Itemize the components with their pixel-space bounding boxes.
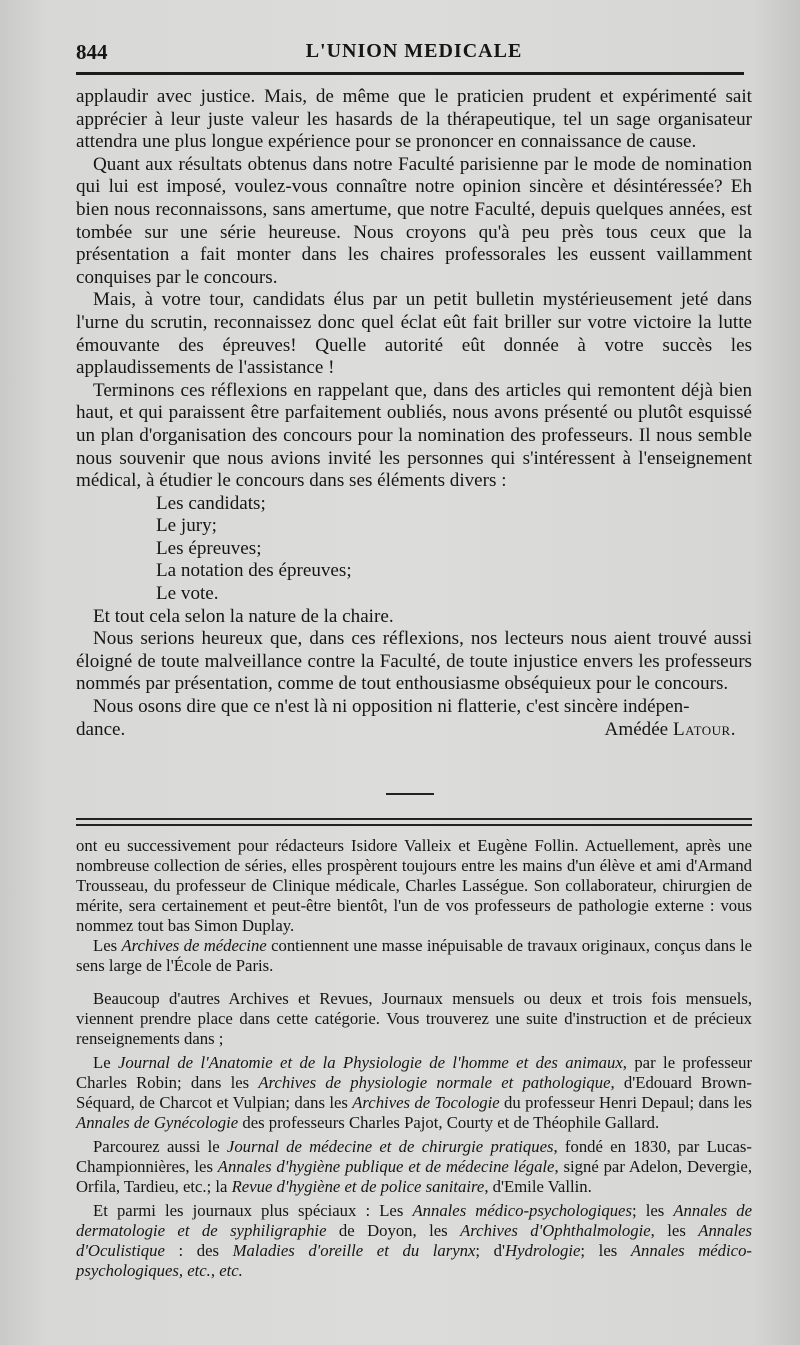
page-header [76,40,752,70]
feuilleton-separator [76,818,752,826]
page-number: 844 [76,40,108,64]
list-item: La notation des épreuves; [156,560,352,582]
article-paragraph: Nous serions heureux que, dans ces réflexions, nos lecteurs nous aient trouvé aussi éloigné de toute malveillance contre la Faculté, de toute injustice envers les professeurs nommés par présentation, comme de tout enthousiasme obséquieux pour le concours. [76,628,752,695]
article-paragraph: Et tout cela selon la nature de la chaire. [93,605,394,627]
feuilleton-paragraph: Beaucoup d'autres Archives et Revues, Journaux mensuels ou deux et trois fois mensuels, viennent prendre place dans cette catégorie. Vous trouverez une suite d'instruction et de précieux renseignements dans ; [76,989,752,1048]
concours-elements-list [76,493,752,606]
paragraph-ending: dance. [76,718,126,740]
article-paragraph: Mais, à votre tour, candidats élus par un petit bulletin mystérieusement jeté dans l'urne du scrutin, reconnaissez donc quel éclat eût fait briller sur votre victoire la lutte émouvante des épreuves! Quelle autorité eût donnée à votre succès les applaudissements de l'assistance ! [76,289,752,379]
author-last-name: Latour. [672,718,736,740]
feuilleton-paragraph: Le Journal de l'Anatomie et de la Physiologie de l'homme et des animaux, par le professeur Charles Robin; dans les Archives de physiologie normale et pathologique, d'Edouard Brown-Séquard, de Charcot et Vulpian; dans les Archives de Tocologie du professeur Henri Depaul; dans les Annales de Gynécologie des professeurs Charles Pajot, Courty et de Théophile Gallard. [76,1053,753,1132]
list-item: Le vote. [156,583,219,605]
main-article [76,86,752,741]
article-paragraph: applaudir avec justice. Mais, de même que le praticien prudent et expérimenté sait apprécier à leur juste valeur les hasards de la thérapeutique, tel un sage organisateur attendra une plus longue expérience pour se prononcer en connaissance de cause. [76,86,752,153]
article-paragraph: Terminons ces réflexions en rappelant que, dans des articles qui remontent déjà bien haut, et qui paraissent être parfaitement oubliés, nous avons présenté ou plutôt esquissé un plan d'organisation des concours pour la nomination des professeurs. Il nous semble nous souvenir que nous avions invité les personnes qui s'intéressent à l'enseignement médical, à étudier le concours dans ses éléments divers : [76,379,752,492]
list-item: Les candidats; [156,492,266,514]
list-item: Les épreuves; [156,537,262,559]
article-paragraph: Quant aux résultats obtenus dans notre Faculté parisienne par le mode de nomination qui lui est imposé, voulez-vous connaître notre opinion sincère et désintéressée? Eh bien nous reconnaissons, sans amertume, que notre Faculté, depuis quelques années, est tombée sur une série heureuse. Nous croyons qu'à peu près tous ceux que la présentation a fait monter dans les chaires professorales les eussent vaillamment conquises par le concours. [76,153,752,288]
article-paragraph: Nous osons dire que ce n'est là ni opposition ni flatterie, c'est sincère indépen- [93,696,690,718]
header-rule [76,72,744,75]
author-first-name: Amédée [604,718,669,740]
feuilleton-paragraph: Et parmi les journaux plus spéciaux : Les Annales médico-psychologiques; les Annales de dermatologie et de syphiligraphie de Doyon, les Archives d'Ophthalmologie, les Annales d'Oculistique : des Maladies d'oreille et du larynx; d'Hydrologie; les Annales médico-psychologiques, etc., etc. [76,1201,753,1280]
feuilleton-paragraph: Les Archives de médecine contiennent une masse inépuisable de travaux originaux, conçus dans le sens large de l'École de Paris. [76,936,752,975]
feuilleton-section [76,836,752,1281]
running-title: L'UNION MEDICALE [305,40,523,62]
article-end-rule [386,793,434,795]
author-signature [605,719,736,742]
feuilleton-paragraph: ont eu successivement pour rédacteurs Isidore Valleix et Eugène Follin. Actuellement, après une nombreuse collection de séries, elles prospèrent toujours entre les mains d'un élève et ami d'Armand Trousseau, du professeur de Clinique médicale, Charles Lasségue. Son collaborateur, chirurgien de mérite, sera certainement et peut-être bientôt, l'un de vos professeurs de pathologie externe : vous nommez tout bas Simon Duplay. [76,836,752,935]
feuilleton-paragraph: Parcourez aussi le Journal de médecine et de chirurgie pratiques, fondé en 1830, par Lucas-Championnières, les Annales d'hygiène publique et de médecine légale, signé par Adelon, Devergie, Orfila, Tardieu, etc.; la Revue d'hygiène et de police sanitaire, d'Emile Vallin. [76,1137,752,1196]
signature-line [76,719,752,742]
list-item: Le jury; [156,515,217,537]
